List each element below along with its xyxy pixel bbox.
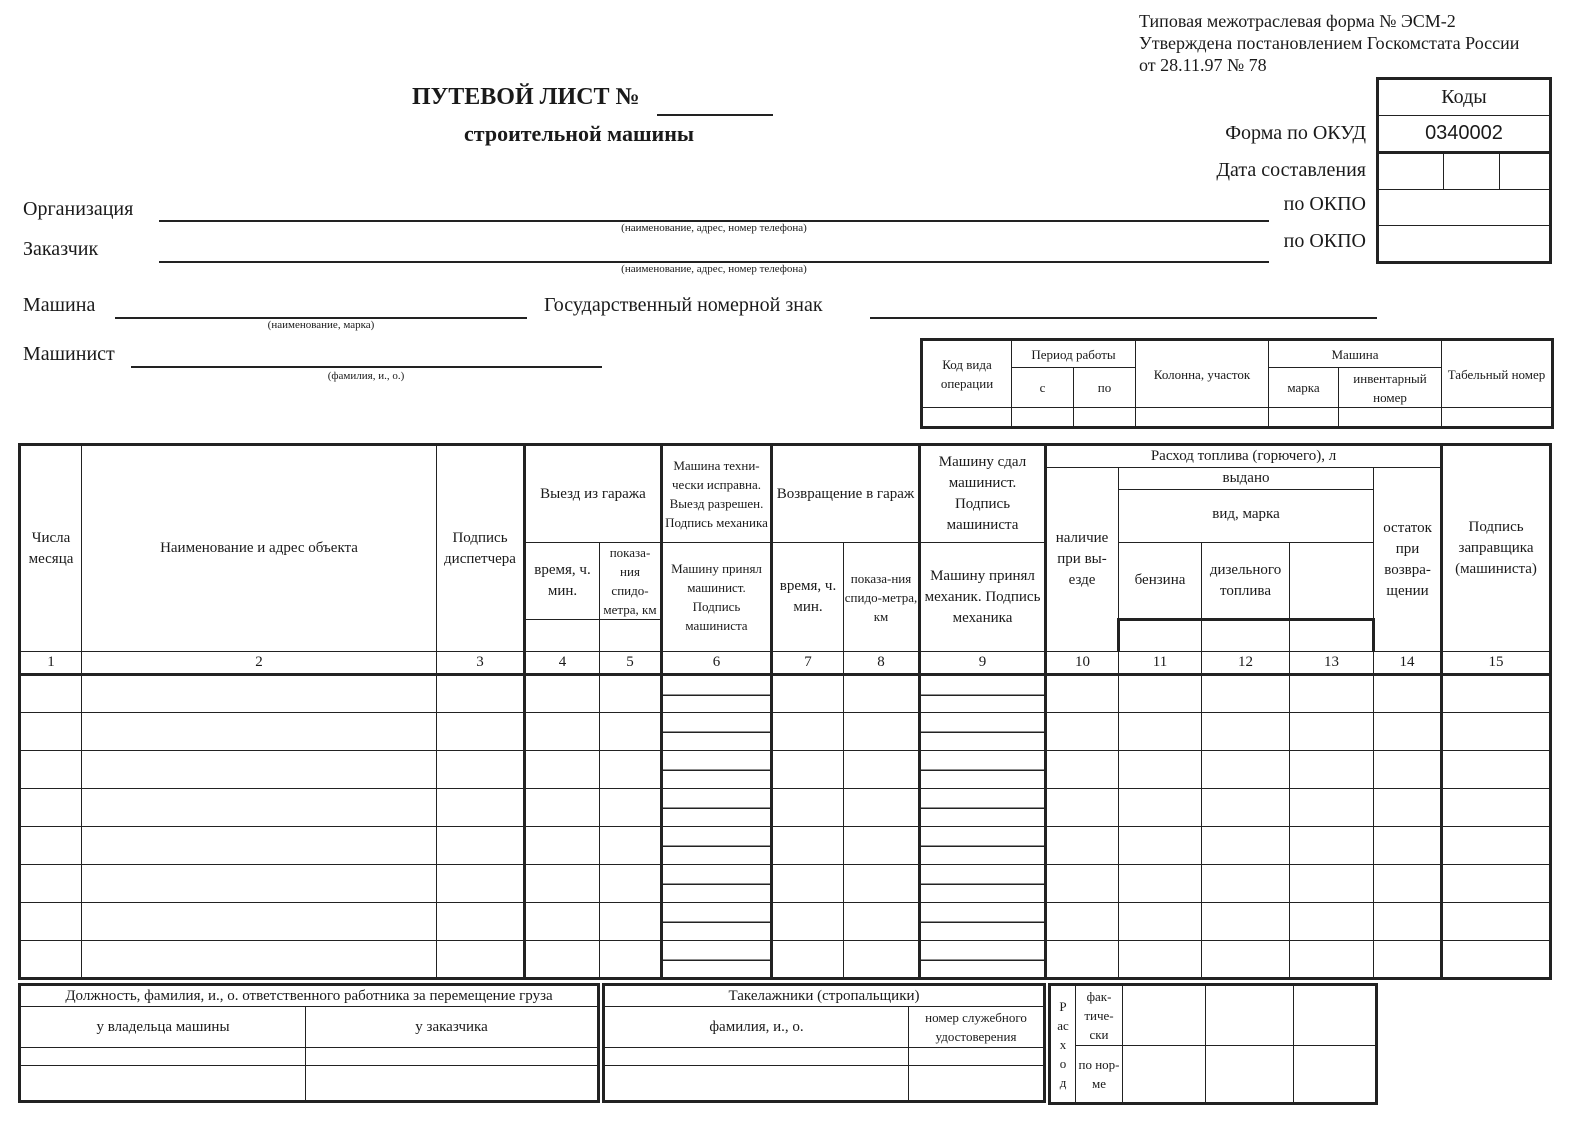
- table-cell[interactable]: [1119, 903, 1202, 941]
- column-cell[interactable]: [1136, 408, 1269, 428]
- col-num-7: 7: [772, 652, 844, 675]
- table-row: [20, 789, 1551, 827]
- header-refueler-sign: Подпись заправщика (машиниста): [1442, 445, 1551, 652]
- table-cell[interactable]: [1046, 789, 1119, 827]
- date-cell-day[interactable]: [1378, 153, 1444, 190]
- table-cell[interactable]: [437, 827, 525, 865]
- tab-number-cell[interactable]: [1442, 408, 1553, 428]
- actual-label: фак-тиче-ски: [1076, 985, 1123, 1046]
- header-kind: вид, марка: [1212, 506, 1280, 522]
- table-cell[interactable]: [1290, 675, 1374, 713]
- table-cell[interactable]: [1374, 713, 1442, 751]
- table-cell[interactable]: [1442, 675, 1551, 713]
- table-cell[interactable]: [525, 751, 600, 789]
- table-cell[interactable]: [772, 675, 844, 713]
- col-num-3: 3: [437, 652, 525, 675]
- table-cell[interactable]: [600, 903, 662, 941]
- riggers-header: Такелажники (стропальщики): [604, 985, 1045, 1007]
- table-cell[interactable]: [662, 903, 772, 941]
- fio-cell-2[interactable]: [604, 1065, 909, 1101]
- col-num-11: 11: [1119, 652, 1202, 675]
- table-cell[interactable]: [1442, 865, 1551, 903]
- table-cell[interactable]: [600, 713, 662, 751]
- table-cell[interactable]: [1290, 865, 1374, 903]
- table-cell[interactable]: [1119, 827, 1202, 865]
- table-cell[interactable]: [1290, 903, 1374, 941]
- table-cell[interactable]: [1046, 903, 1119, 941]
- riggers-table: [602, 983, 1046, 1103]
- table-cell[interactable]: [1046, 941, 1119, 979]
- table-cell[interactable]: [1290, 827, 1374, 865]
- waybill-number-field[interactable]: [657, 114, 773, 116]
- inventory-header: инвентарный номер: [1339, 368, 1442, 408]
- norm-cell-12[interactable]: [1206, 1045, 1294, 1104]
- table-cell[interactable]: [1202, 865, 1290, 903]
- expense-label-text: Расход: [1057, 998, 1069, 1090]
- table-cell[interactable]: [1046, 675, 1119, 713]
- table-cell[interactable]: [1202, 751, 1290, 789]
- fio-header: фамилия, и., о.: [604, 1007, 909, 1047]
- date-cell-month[interactable]: [1444, 153, 1500, 190]
- machine-hint: (наименование, марка): [267, 319, 375, 331]
- table-cell[interactable]: [525, 789, 600, 827]
- table-cell[interactable]: [1119, 941, 1202, 979]
- form-reference-line1: Типовая межотраслевая форма № ЭСМ-2: [1139, 11, 1456, 31]
- okpo-label-2: по ОКПО: [1283, 230, 1366, 252]
- table-cell[interactable]: [82, 827, 437, 865]
- norm-cell-13[interactable]: [1294, 1045, 1377, 1104]
- brand-header: марка: [1269, 368, 1339, 408]
- okud-label: Форма по ОКУД: [1225, 122, 1366, 144]
- table-cell[interactable]: [1202, 903, 1290, 941]
- table-cell[interactable]: [525, 941, 600, 979]
- header-exit-speedo: показа-ния спидо-метра, км: [600, 543, 662, 620]
- page-subtitle: строительной машины: [464, 121, 695, 146]
- info-table: [920, 338, 1554, 429]
- codes-header: Коды: [1378, 79, 1551, 116]
- table-cell[interactable]: [20, 789, 82, 827]
- col-num-1: 1: [20, 652, 82, 675]
- table-cell[interactable]: [662, 675, 772, 713]
- table-cell[interactable]: [600, 941, 662, 979]
- table-cell[interactable]: [844, 675, 920, 713]
- table-cell[interactable]: [437, 713, 525, 751]
- table-cell[interactable]: [525, 713, 600, 751]
- table-cell[interactable]: [1442, 903, 1551, 941]
- responsible-table: [18, 983, 600, 1103]
- table-cell[interactable]: [82, 865, 437, 903]
- owner-header: у владельца машины: [20, 1007, 306, 1047]
- table-cell[interactable]: [920, 789, 1046, 827]
- fuel-kind-cell-12[interactable]: [1202, 620, 1290, 652]
- col-num-10: 10: [1046, 652, 1119, 675]
- okud-code: 0340002: [1378, 116, 1551, 153]
- table-cell[interactable]: [1374, 751, 1442, 789]
- table-cell[interactable]: [1374, 941, 1442, 979]
- header-remaining: остаток при возвра-щении: [1374, 468, 1442, 652]
- fuel-kind-cell-13[interactable]: [1290, 620, 1374, 652]
- table-cell[interactable]: [1046, 827, 1119, 865]
- header-issued: [1119, 468, 1374, 543]
- header-dispatcher: Подпись диспетчера: [437, 445, 525, 652]
- table-cell[interactable]: [82, 903, 437, 941]
- table-cell[interactable]: [920, 903, 1046, 941]
- customer-cell-2[interactable]: [306, 1065, 599, 1101]
- table-cell[interactable]: [920, 827, 1046, 865]
- table-cell[interactable]: [1290, 713, 1374, 751]
- table-row: [20, 941, 1551, 979]
- table-cell[interactable]: [772, 789, 844, 827]
- col-num-4: 4: [525, 652, 600, 675]
- id-cell-2[interactable]: [909, 1065, 1045, 1101]
- organization-label: Организация: [23, 198, 134, 220]
- table-row: [20, 903, 1551, 941]
- table-cell[interactable]: [82, 941, 437, 979]
- table-row: [20, 865, 1551, 903]
- header-return-speedo: показа-ния спидо-метра, км: [844, 543, 920, 652]
- table-cell[interactable]: [437, 789, 525, 827]
- table-cell[interactable]: [662, 865, 772, 903]
- codes-table: [1376, 77, 1552, 264]
- table-row: [20, 713, 1551, 751]
- norm-cell-11[interactable]: [1123, 1045, 1206, 1104]
- period-from-header: с: [1012, 368, 1074, 408]
- table-cell[interactable]: [844, 903, 920, 941]
- table-cell[interactable]: [772, 751, 844, 789]
- table-cell[interactable]: [437, 865, 525, 903]
- table-cell[interactable]: [1119, 751, 1202, 789]
- tab-number-header: Табельный номер: [1442, 340, 1553, 408]
- plate-label: Государственный номерной знак: [544, 294, 823, 316]
- brand-cell[interactable]: [1269, 408, 1339, 428]
- table-cell[interactable]: [600, 827, 662, 865]
- table-cell[interactable]: [1119, 789, 1202, 827]
- period-to-cell[interactable]: [1074, 408, 1136, 428]
- actual-cell-12[interactable]: [1206, 985, 1294, 1046]
- table-cell[interactable]: [82, 789, 437, 827]
- op-code-header: Код вида операции: [922, 340, 1012, 408]
- customer-hint: (наименование, адрес, номер телефона): [621, 263, 807, 275]
- date-cell-year[interactable]: [1500, 153, 1551, 190]
- table-cell[interactable]: [525, 827, 600, 865]
- table-cell[interactable]: [772, 827, 844, 865]
- table-cell[interactable]: [662, 751, 772, 789]
- table-cell[interactable]: [1046, 751, 1119, 789]
- customer-header: у заказчика: [306, 1007, 599, 1047]
- table-cell[interactable]: [600, 675, 662, 713]
- fio-cell-1[interactable]: [604, 1047, 909, 1065]
- table-cell[interactable]: [1442, 827, 1551, 865]
- table-cell[interactable]: [1202, 941, 1290, 979]
- header-exit-speedo-cont: [600, 620, 662, 652]
- header-fuel-on-exit: наличие при вы-езде: [1046, 468, 1119, 652]
- table-cell[interactable]: [844, 865, 920, 903]
- table-cell[interactable]: [1046, 713, 1119, 751]
- table-cell[interactable]: [772, 941, 844, 979]
- table-cell[interactable]: [1442, 751, 1551, 789]
- table-cell[interactable]: [1374, 675, 1442, 713]
- table-cell[interactable]: [20, 865, 82, 903]
- header-object: Наименование и адрес объекта: [82, 445, 437, 652]
- table-cell[interactable]: [1202, 675, 1290, 713]
- col-num-8: 8: [844, 652, 920, 675]
- table-cell[interactable]: [1202, 827, 1290, 865]
- owner-cell-2[interactable]: [20, 1065, 306, 1101]
- table-cell[interactable]: [437, 751, 525, 789]
- col-num-6: 6: [662, 652, 772, 675]
- op-code-cell[interactable]: [922, 408, 1012, 428]
- col-num-2: 2: [82, 652, 437, 675]
- header-fuel: Расход топлива (горючего), л: [1046, 445, 1442, 468]
- plate-field[interactable]: [870, 317, 1377, 319]
- table-cell[interactable]: [1119, 675, 1202, 713]
- form-reference: [1139, 10, 1519, 76]
- table-cell[interactable]: [662, 827, 772, 865]
- col-num-9: 9: [920, 652, 1046, 675]
- header-mechanic-accept: Машину принял механик. Подпись механика: [920, 543, 1046, 652]
- table-cell[interactable]: [1442, 941, 1551, 979]
- table-cell[interactable]: [772, 865, 844, 903]
- page-title: ПУТЕВОЙ ЛИСТ №: [412, 84, 640, 110]
- table-cell[interactable]: [772, 713, 844, 751]
- okpo-label-1: по ОКПО: [1283, 193, 1366, 215]
- table-cell[interactable]: [82, 675, 437, 713]
- col-num-14: 14: [1374, 652, 1442, 675]
- table-cell[interactable]: [82, 713, 437, 751]
- table-cell[interactable]: [600, 751, 662, 789]
- table-row: [20, 751, 1551, 789]
- table-cell[interactable]: [1290, 751, 1374, 789]
- table-cell[interactable]: [1202, 789, 1290, 827]
- table-cell[interactable]: [1374, 789, 1442, 827]
- table-row: [20, 827, 1551, 865]
- table-cell[interactable]: [82, 751, 437, 789]
- operator-field[interactable]: [131, 366, 602, 368]
- table-cell[interactable]: [1290, 941, 1374, 979]
- period-header: Период работы: [1012, 340, 1136, 368]
- norm-label: по нор-ме: [1076, 1045, 1123, 1104]
- header-petrol: бензина: [1119, 543, 1202, 620]
- table-cell[interactable]: [772, 903, 844, 941]
- responsible-header: Должность, фамилия, и., о. ответственного работника за перемещение груза: [20, 985, 599, 1007]
- table-cell[interactable]: [600, 865, 662, 903]
- inventory-cell[interactable]: [1339, 408, 1442, 428]
- operator-label: Машинист: [23, 343, 115, 365]
- id-number-header: номер служебного удостоверения: [909, 1007, 1045, 1047]
- table-cell[interactable]: [920, 865, 1046, 903]
- table-cell[interactable]: [437, 941, 525, 979]
- main-table: [18, 443, 1552, 980]
- table-cell[interactable]: [1119, 865, 1202, 903]
- expense-table: [1048, 983, 1378, 1105]
- form-reference-line3: от 28.11.97 № 78: [1139, 55, 1267, 75]
- table-cell[interactable]: [920, 713, 1046, 751]
- table-cell[interactable]: [525, 865, 600, 903]
- header-return: Возвращение в гараж: [772, 445, 920, 543]
- table-cell[interactable]: [20, 827, 82, 865]
- header-mechanic-check: Машина техни-чески исправна. Выезд разрешен. Подпись механика: [662, 445, 772, 543]
- table-cell[interactable]: [20, 713, 82, 751]
- customer-label: Заказчик: [23, 238, 99, 260]
- table-cell[interactable]: [1202, 713, 1290, 751]
- table-cell[interactable]: [920, 675, 1046, 713]
- table-cell[interactable]: [437, 675, 525, 713]
- table-cell[interactable]: [662, 789, 772, 827]
- header-exit-time: время, ч. мин.: [525, 543, 600, 620]
- table-cell[interactable]: [662, 941, 772, 979]
- header-operator-accept: Машину принял машинист. Подпись машиниста: [662, 543, 772, 652]
- fuel-kind-cell-11[interactable]: [1119, 620, 1202, 652]
- machine-label: Машина: [23, 294, 96, 316]
- table-cell[interactable]: [1290, 789, 1374, 827]
- table-cell[interactable]: [844, 789, 920, 827]
- table-cell[interactable]: [20, 941, 82, 979]
- table-cell[interactable]: [844, 827, 920, 865]
- organization-hint: (наименование, адрес, номер телефона): [621, 222, 807, 234]
- table-cell[interactable]: [437, 903, 525, 941]
- table-cell[interactable]: [844, 751, 920, 789]
- actual-cell-11[interactable]: [1123, 985, 1206, 1046]
- customer-cell-1[interactable]: [306, 1047, 599, 1065]
- owner-cell-1[interactable]: [20, 1047, 306, 1065]
- table-cell[interactable]: [600, 789, 662, 827]
- table-cell[interactable]: [844, 713, 920, 751]
- col-num-13: 13: [1290, 652, 1374, 675]
- col-num-5: 5: [600, 652, 662, 675]
- header-diesel: дизельного топлива: [1202, 543, 1290, 620]
- header-return-time: время, ч. мин.: [772, 543, 844, 652]
- table-cell[interactable]: [525, 903, 600, 941]
- date-label: Дата составления: [1216, 159, 1366, 181]
- form-reference-line2: Утверждена постановлением Госкомстата России: [1139, 33, 1520, 53]
- table-cell[interactable]: [1442, 713, 1551, 751]
- col-num-12: 12: [1202, 652, 1290, 675]
- table-cell[interactable]: [20, 903, 82, 941]
- table-cell[interactable]: [1046, 865, 1119, 903]
- header-exit-time-cont: [525, 620, 600, 652]
- table-cell[interactable]: [1374, 865, 1442, 903]
- header-issued-label: выдано: [1119, 468, 1373, 490]
- header-exit: Выезд из гаража: [525, 445, 662, 543]
- machine-header: Машина: [1269, 340, 1442, 368]
- table-cell[interactable]: [920, 751, 1046, 789]
- table-cell[interactable]: [844, 941, 920, 979]
- table-cell[interactable]: [20, 675, 82, 713]
- header-day: Числа месяца: [20, 445, 82, 652]
- table-row: [20, 675, 1551, 713]
- id-cell-1[interactable]: [909, 1047, 1045, 1065]
- okpo-customer-cell[interactable]: [1378, 226, 1551, 263]
- table-cell[interactable]: [920, 941, 1046, 979]
- table-cell[interactable]: [1374, 827, 1442, 865]
- header-handover: Машину сдал машинист. Подпись машиниста: [920, 445, 1046, 543]
- operator-hint: (фамилия, и., о.): [327, 370, 405, 382]
- table-cell[interactable]: [20, 751, 82, 789]
- actual-cell-13[interactable]: [1294, 985, 1377, 1046]
- table-cell[interactable]: [1119, 713, 1202, 751]
- expense-label: [1050, 985, 1076, 1104]
- table-cell[interactable]: [525, 675, 600, 713]
- table-cell[interactable]: [1374, 903, 1442, 941]
- period-to-header: по: [1074, 368, 1136, 408]
- table-cell[interactable]: [1442, 789, 1551, 827]
- column-header: Колонна, участок: [1136, 340, 1269, 408]
- period-from-cell[interactable]: [1012, 408, 1074, 428]
- okpo-org-cell[interactable]: [1378, 190, 1551, 226]
- header-other-fuel: [1290, 543, 1374, 620]
- table-cell[interactable]: [662, 713, 772, 751]
- col-num-15: 15: [1442, 652, 1551, 675]
